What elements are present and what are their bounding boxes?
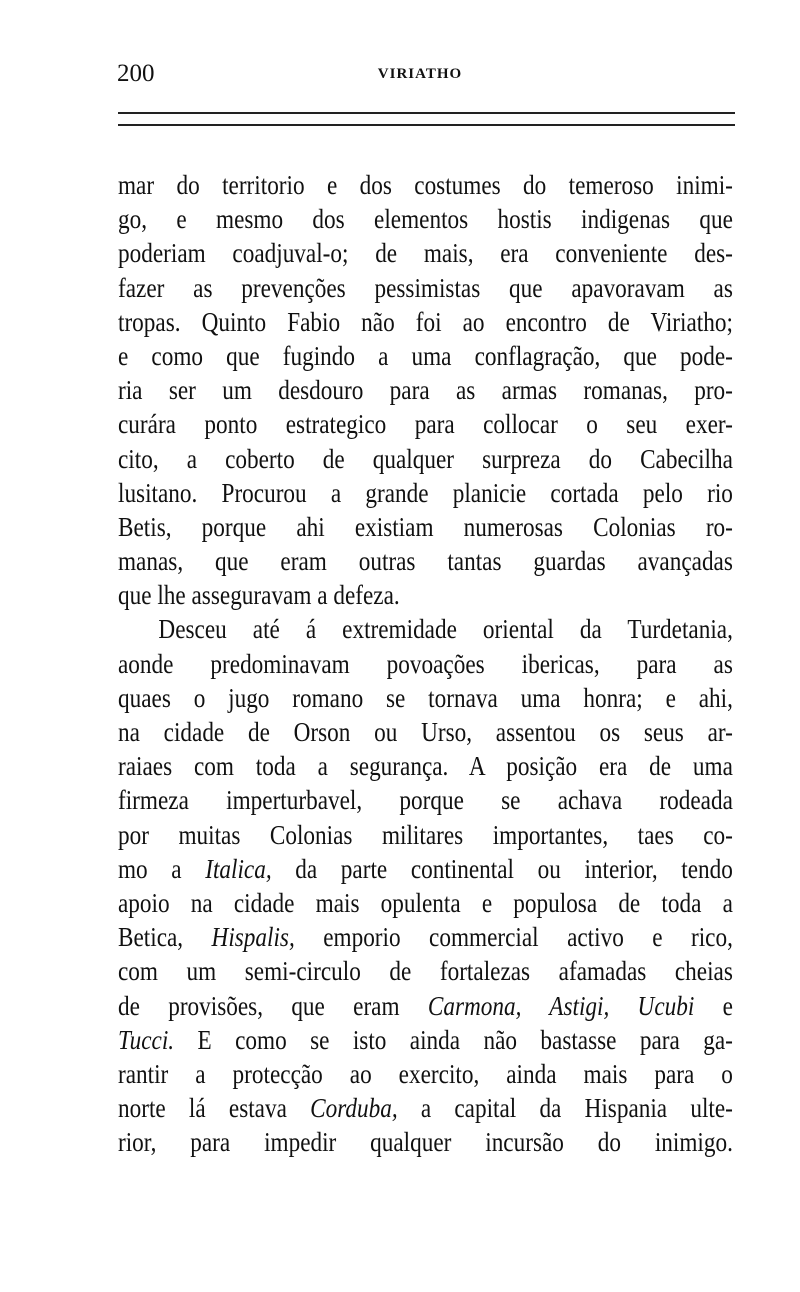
text-segment: a capital da Hispania ulte- (397, 1093, 733, 1124)
text-line (118, 305, 733, 339)
italic-text: Tucci. (118, 1024, 175, 1055)
text-segment: Desceu até á extremidade oriental da Turdetania, (158, 614, 733, 645)
text-segment: e (694, 990, 733, 1021)
text-segment: lusitano. Procurou a grande planicie cortada pelo rio (118, 477, 733, 508)
text-line (118, 168, 733, 202)
text-segment (609, 991, 637, 1021)
text-line (118, 852, 733, 886)
text-segment: cito, a coberto de qualquer surpreza do Cabecilha (118, 443, 733, 474)
italic-text: Ucubi (637, 990, 695, 1021)
text-segment: poderiam coadjuval-o; de mais, era conveniente des- (118, 238, 733, 269)
text-line (118, 1057, 733, 1091)
text-segment: na cidade de Orson ou Urso, assentou os seus ar- (118, 717, 733, 747)
text-line (118, 1091, 733, 1125)
text-line (118, 1125, 733, 1159)
text-segment: mo a (118, 853, 206, 884)
paragraph (118, 612, 733, 1159)
italic-text: Carmona, Astigi, (427, 990, 610, 1021)
running-title: VIRIATHO (377, 66, 463, 82)
italic-text: Hispalis, (211, 922, 295, 953)
text-segment: norte lá estava (118, 1093, 311, 1124)
text-line (118, 407, 733, 441)
text-segment: de provisões, que eram (118, 990, 428, 1021)
text-line (118, 954, 733, 988)
text-line (118, 476, 733, 510)
text-segment: tropas. Quinto Fabio não foi ao encontro de Viriatho; (118, 306, 733, 337)
text-line (118, 749, 733, 783)
text-line (118, 818, 733, 852)
text-segment: rantir a protecção ao exercito, ainda mais para o (118, 1058, 733, 1089)
text-segment: mar do territorio e dos costumes do temeroso inimi- (118, 170, 733, 200)
text-line (118, 681, 733, 715)
text-segment: curára ponto estrategico para collocar o seu exer- (118, 409, 733, 440)
text-line (118, 236, 733, 270)
text-line (118, 271, 733, 305)
text-line (118, 989, 733, 1023)
text-line (118, 544, 733, 578)
text-line (118, 612, 733, 646)
text-segment: manas, que eram outras tantas guardas avançadas (118, 546, 733, 577)
text-line (118, 510, 733, 544)
italic-text: Italica, (205, 853, 272, 884)
text-segment: raiaes com toda a segurança. A posição era de uma (118, 751, 733, 782)
text-segment: Betis, porque ahi existiam numerosas Colonias ro- (118, 511, 733, 542)
text-line (118, 647, 733, 681)
text-line (118, 442, 733, 476)
text-segment: que lhe asseguravam a defeza. (118, 580, 400, 611)
text-segment: e como que fugindo a uma conflagração, que pode- (118, 340, 733, 371)
text-segment: apoio na cidade mais opulenta e populosa de toda a (118, 887, 733, 918)
text-segment: E como se isto ainda não bastasse para ga- (174, 1024, 733, 1055)
text-segment: fazer as prevenções pessimistas que apavoravam as (118, 272, 733, 303)
text-segment: firmeza imperturbavel, porque se achava rodeada (118, 785, 733, 816)
header-rule-bottom (118, 124, 735, 126)
text-segment: aonde predominavam povoações ibericas, para as (118, 648, 733, 679)
text-line (118, 715, 733, 749)
text-line (118, 886, 733, 920)
text-line (118, 920, 733, 954)
text-segment: quaes o jugo romano se tornava uma honra; e ahi, (118, 682, 733, 713)
text-segment: rior, para impedir qualquer incursão do inimigo. (118, 1127, 733, 1158)
text-line (118, 373, 733, 407)
text-line (118, 339, 733, 373)
header-rule-top (118, 112, 735, 114)
text-segment: ria ser um desdouro para as armas romanas, pro- (118, 375, 733, 406)
text-segment: emporio commercial activo e rico, (294, 922, 733, 953)
italic-text: Corduba, (310, 1093, 398, 1124)
text-segment: go, e mesmo dos elementos hostis indigenas que (118, 204, 733, 235)
text-line (118, 202, 733, 236)
text-line (118, 578, 733, 612)
page-number: 200 (117, 60, 155, 87)
text-segment: por muitas Colonias militares importantes, taes co- (118, 819, 733, 850)
text-segment: com um semi-circulo de fortalezas afamadas cheias (118, 956, 733, 987)
paragraph (118, 168, 733, 612)
text-line (118, 1023, 733, 1057)
text-line (118, 783, 733, 817)
body-text (118, 168, 733, 1159)
text-segment: Betica, (118, 922, 212, 953)
text-segment: da parte continental ou interior, tendo (271, 853, 733, 884)
